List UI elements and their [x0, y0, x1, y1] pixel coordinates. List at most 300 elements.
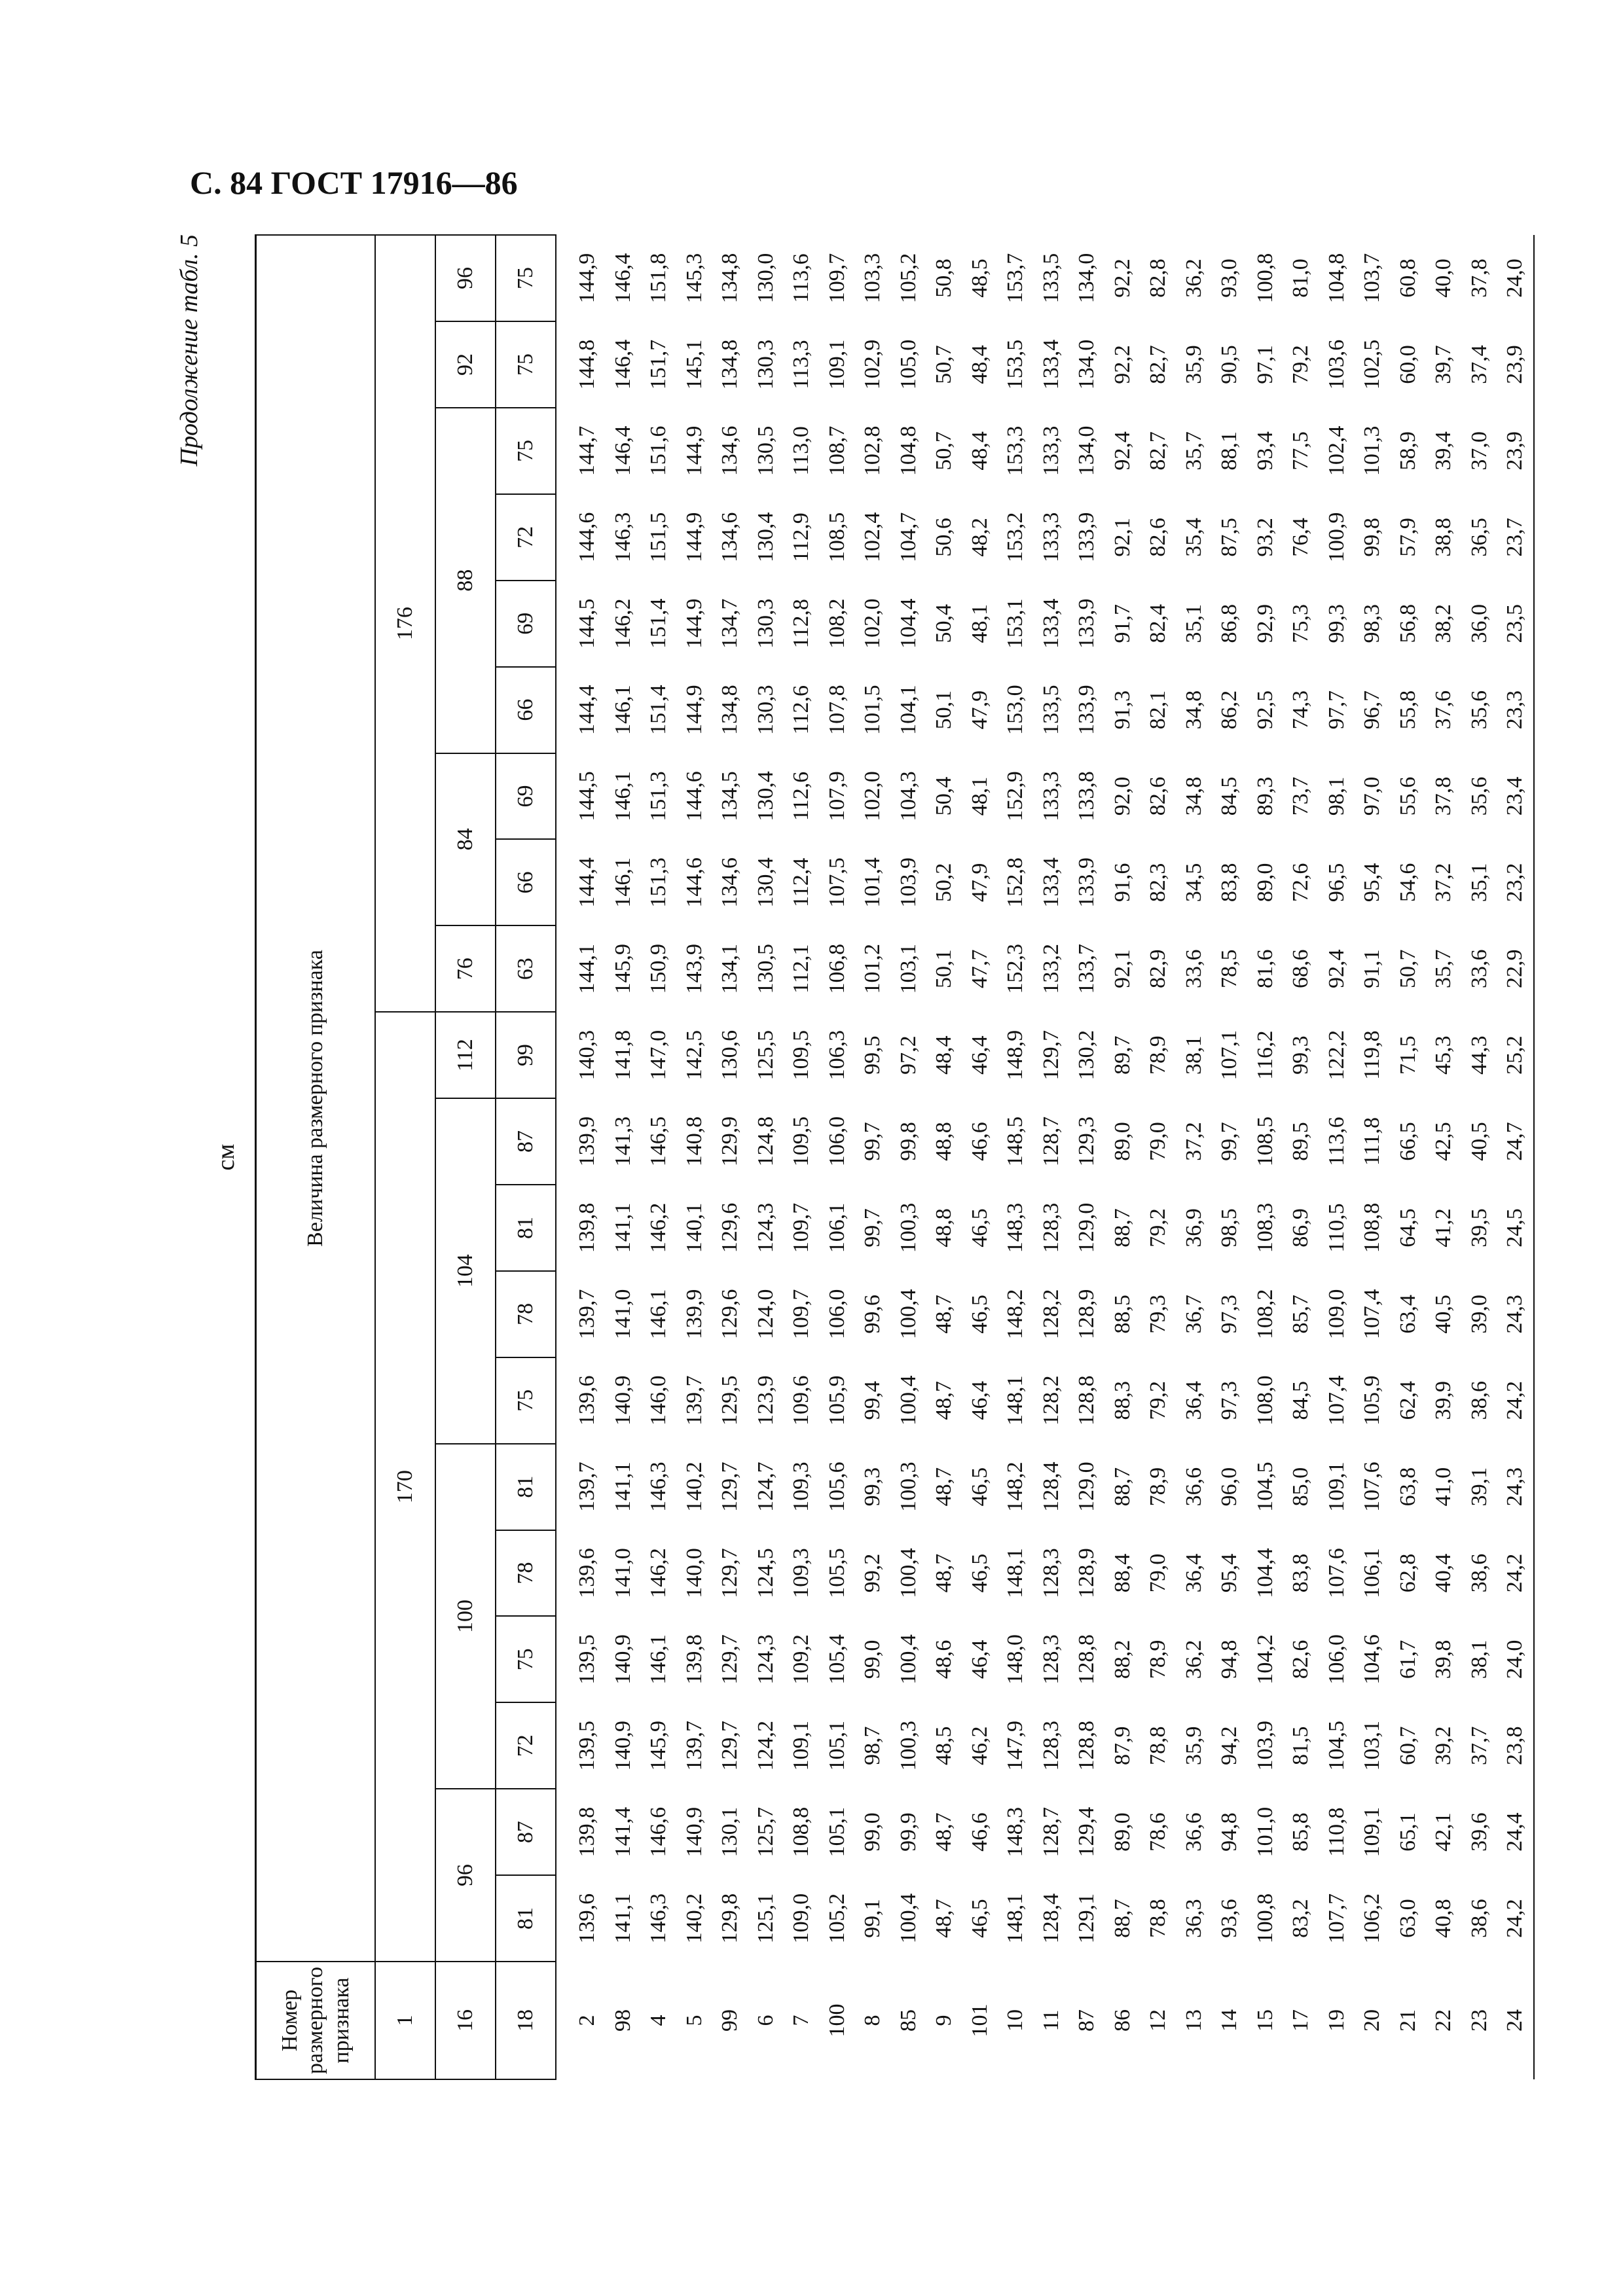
table-cell: 146,4 — [610, 425, 635, 476]
table-cell: 84,5 — [1288, 1380, 1313, 1420]
table-cell: 139,7 — [682, 1721, 706, 1771]
table-cell: 130,5 — [753, 425, 778, 476]
table-cell: 50,6 — [932, 518, 957, 557]
table-cell: 36,6 — [1181, 1812, 1206, 1852]
table-cell: 104,6 — [1360, 1634, 1385, 1685]
table-cell: 128,3 — [1038, 1721, 1063, 1771]
column-header: 75 — [496, 235, 556, 321]
table-cell: 130,5 — [753, 944, 778, 994]
table-cell: 106,1 — [1360, 1548, 1385, 1598]
table-cell: 128,2 — [1038, 1289, 1063, 1340]
table-cell: 146,3 — [646, 1893, 671, 1944]
table-row — [677, 235, 713, 2079]
table-cell: 88,7 — [1110, 1467, 1135, 1507]
table-cell: 36,6 — [1181, 1467, 1206, 1507]
table-cell: 153,3 — [1003, 425, 1028, 476]
table-cell: 129,7 — [1038, 1030, 1063, 1081]
table-cell: 146,3 — [646, 1462, 671, 1512]
table-cell: 109,5 — [789, 1116, 814, 1167]
table-cell: 129,9 — [718, 1116, 742, 1167]
table-cell: 98,3 — [1360, 603, 1385, 643]
table-cell: 107,9 — [824, 771, 849, 821]
table-cell: 111,8 — [1360, 1117, 1385, 1166]
table-cell: 147,0 — [646, 1030, 671, 1081]
table-cell: 102,9 — [860, 339, 885, 390]
table-cell: 151,4 — [646, 685, 671, 735]
table-cell: 39,4 — [1431, 431, 1456, 471]
group-header: 170 — [375, 1012, 435, 1962]
table-cell: 87,5 — [1217, 518, 1242, 557]
table-cell: 47,9 — [967, 690, 992, 730]
table-cell: 129,1 — [1074, 1893, 1099, 1944]
table-cell: 46,6 — [967, 1122, 992, 1161]
table-cell: 37,0 — [1467, 431, 1491, 471]
table-cell: 79,0 — [1146, 1122, 1171, 1161]
table-cell: 96,5 — [1324, 863, 1349, 903]
table-cell: 24,2 — [1503, 1553, 1527, 1593]
table-cell: 109,3 — [789, 1462, 814, 1512]
table-cell: 96,0 — [1217, 1467, 1242, 1507]
table-cell: 130,6 — [718, 1030, 742, 1081]
table-cell: 151,8 — [646, 253, 671, 304]
table-cell: 82,3 — [1146, 863, 1171, 903]
table-cell: 130,1 — [718, 1806, 742, 1857]
table-cell: 103,1 — [1360, 1721, 1385, 1771]
table-cell: 92,4 — [1110, 431, 1135, 471]
table-cell: 86,2 — [1217, 690, 1242, 730]
table-cell: 39,6 — [1467, 1812, 1491, 1852]
table-cell: 139,7 — [682, 1375, 706, 1426]
table-cell: 133,5 — [1038, 253, 1063, 304]
table-cell: 103,6 — [1324, 339, 1349, 390]
table-cell: 48,8 — [932, 1122, 957, 1161]
table-cell: 139,7 — [575, 1289, 600, 1340]
table-cell: 99,8 — [1360, 518, 1385, 557]
table-row — [1426, 235, 1462, 2079]
table-cell: 144,8 — [575, 339, 600, 390]
table-cell: 39,2 — [1431, 1726, 1456, 1766]
table-cell: 122,2 — [1324, 1030, 1349, 1081]
column-header: 75 — [496, 321, 556, 408]
table-cell: 98,7 — [860, 1726, 885, 1766]
table-cell: 103,9 — [1252, 1721, 1277, 1771]
continuation-label: Продолжение табл. 5 — [175, 234, 203, 467]
table-cell: 100,4 — [896, 1893, 921, 1944]
table-cell: 106,2 — [1360, 1893, 1385, 1944]
table-cell: 130,3 — [753, 598, 778, 649]
row-id: 9 — [932, 2015, 957, 2026]
table-cell: 112,4 — [789, 857, 814, 907]
table-cell: 56,8 — [1395, 603, 1420, 643]
table-cell: 109,1 — [1324, 1462, 1349, 1512]
table-cell: 99,5 — [860, 1035, 885, 1075]
table-cell: 109,1 — [824, 339, 849, 390]
table-cell: 129,5 — [718, 1375, 742, 1426]
table-cell: 151,5 — [646, 512, 671, 563]
table-cell: 97,3 — [1217, 1295, 1242, 1334]
table-cell: 62,8 — [1395, 1553, 1420, 1593]
table-cell: 89,5 — [1288, 1122, 1313, 1161]
table-cell: 146,1 — [646, 1634, 671, 1685]
table-cell: 113,0 — [789, 426, 814, 476]
table-cell: 102,0 — [860, 598, 885, 649]
table-cell: 48,7 — [932, 1899, 957, 1938]
table-cell: 129,7 — [718, 1548, 742, 1598]
table-cell: 42,5 — [1431, 1122, 1456, 1161]
table-cell: 129,6 — [718, 1289, 742, 1340]
table-cell: 54,6 — [1395, 863, 1420, 903]
table-cell: 40,4 — [1431, 1553, 1456, 1593]
table-cell: 129,3 — [1074, 1116, 1099, 1167]
table-cell: 128,4 — [1038, 1893, 1063, 1944]
table-cell: 129,4 — [1074, 1806, 1099, 1857]
table-cell: 35,6 — [1467, 776, 1491, 816]
table-row — [1319, 235, 1355, 2079]
table-cell: 75,3 — [1288, 603, 1313, 643]
table-cell: 85,7 — [1288, 1295, 1313, 1334]
table-cell: 129,8 — [718, 1893, 742, 1944]
table-cell: 24,3 — [1503, 1295, 1527, 1334]
table-cell: 33,6 — [1467, 949, 1491, 989]
table-cell: 101,2 — [860, 944, 885, 994]
table-cell: 38,6 — [1467, 1553, 1491, 1593]
table-cell: 109,5 — [789, 1030, 814, 1081]
table-row — [712, 235, 748, 2079]
table-cell: 88,4 — [1110, 1553, 1135, 1593]
table-cell: 100,9 — [1324, 512, 1349, 563]
table-cell: 82,6 — [1288, 1640, 1313, 1679]
table-cell: 38,8 — [1431, 518, 1456, 557]
table-cell: 39,0 — [1467, 1295, 1491, 1334]
table-cell: 103,1 — [896, 944, 921, 994]
table-cell: 148,1 — [1003, 1375, 1028, 1426]
table-cell: 100,4 — [896, 1289, 921, 1340]
table-cell: 133,4 — [1038, 598, 1063, 649]
table-cell: 130,4 — [753, 857, 778, 908]
table-cell: 128,9 — [1074, 1548, 1099, 1598]
table-cell: 92,2 — [1110, 345, 1135, 384]
table-cell: 128,7 — [1038, 1116, 1063, 1167]
table-cell: 130,0 — [753, 253, 778, 304]
table-cell: 146,4 — [610, 253, 635, 304]
table-cell: 133,9 — [1074, 857, 1099, 908]
table-cell: 71,5 — [1395, 1035, 1420, 1075]
table-cell: 148,0 — [1003, 1634, 1028, 1685]
table-cell: 103,9 — [896, 857, 921, 908]
table-cell: 90,5 — [1217, 345, 1242, 384]
table-cell: 86,8 — [1217, 603, 1242, 643]
table-cell: 46,4 — [967, 1380, 992, 1420]
table-cell: 82,9 — [1146, 949, 1171, 989]
table-cell: 104,7 — [896, 512, 921, 563]
table-cell: 146,2 — [646, 1202, 671, 1253]
table-cell: 144,6 — [575, 512, 600, 563]
table-cell: 85,8 — [1288, 1812, 1313, 1852]
table-cell: 92,1 — [1110, 518, 1135, 557]
table-cell: 34,5 — [1181, 863, 1206, 903]
label-18: 18 — [496, 1962, 556, 2079]
table-cell: 24,3 — [1503, 1467, 1527, 1507]
column-header: 87 — [496, 1098, 556, 1185]
table-cell: 89,3 — [1252, 776, 1277, 816]
table-cell: 145,9 — [610, 944, 635, 994]
table-cell: 38,1 — [1181, 1035, 1206, 1075]
table-cell: 24,5 — [1503, 1208, 1527, 1247]
table-cell: 104,8 — [896, 425, 921, 476]
table-cell: 139,6 — [575, 1375, 600, 1426]
table-row — [820, 235, 856, 2079]
table-cell: 141,3 — [610, 1116, 635, 1167]
table-cell: 144,1 — [575, 944, 600, 994]
table-cell: 105,0 — [896, 339, 921, 390]
table-cell: 92,0 — [1110, 776, 1135, 816]
table-cell: 46,5 — [967, 1467, 992, 1507]
table-cell: 24,7 — [1503, 1122, 1527, 1161]
row-id: 100 — [824, 2003, 849, 2037]
table-cell: 78,6 — [1146, 1812, 1171, 1852]
table-cell: 148,9 — [1003, 1030, 1028, 1081]
table-cell: 124,3 — [753, 1202, 778, 1253]
table-row — [1391, 235, 1427, 2079]
table-row — [1355, 235, 1391, 2079]
value-header: Величина размерного признака — [256, 235, 376, 1962]
table-cell: 106,0 — [824, 1289, 849, 1340]
table-cell: 112,8 — [789, 599, 814, 649]
table-cell: 134,8 — [718, 253, 742, 304]
table-cell: 37,8 — [1431, 776, 1456, 816]
table-cell: 48,4 — [932, 1035, 957, 1075]
table-cell: 128,3 — [1038, 1634, 1063, 1685]
table-cell: 133,7 — [1074, 944, 1099, 994]
table-cell: 107,8 — [824, 685, 849, 735]
table-cell: 63,0 — [1395, 1899, 1420, 1938]
table-row — [641, 235, 677, 2079]
table-cell: 104,5 — [1252, 1462, 1277, 1512]
table-cell: 47,9 — [967, 863, 992, 903]
table-cell: 35,1 — [1181, 603, 1206, 643]
row-id: 22 — [1431, 2009, 1456, 2032]
table-cell: 116,2 — [1252, 1030, 1277, 1080]
table-cell: 48,8 — [932, 1208, 957, 1247]
table-cell: 50,7 — [932, 431, 957, 471]
table-cell: 38,6 — [1467, 1899, 1491, 1938]
table-cell: 23,7 — [1503, 518, 1527, 557]
table-cell: 144,9 — [682, 685, 706, 735]
table-cell: 36,4 — [1181, 1380, 1206, 1420]
table-cell: 146,2 — [610, 598, 635, 649]
table-cell: 129,0 — [1074, 1462, 1099, 1512]
table-cell: 107,7 — [1324, 1893, 1349, 1944]
table-cell: 100,8 — [1252, 253, 1277, 304]
table-cell: 146,4 — [610, 339, 635, 390]
table-cell: 50,2 — [932, 863, 957, 903]
table-cell: 124,5 — [753, 1548, 778, 1598]
table-cell: 92,1 — [1110, 949, 1135, 989]
table-cell: 100,4 — [896, 1548, 921, 1598]
table-cell: 91,7 — [1110, 603, 1135, 643]
table-cell: 92,2 — [1110, 259, 1135, 298]
table-cell: 108,8 — [1360, 1202, 1385, 1253]
table-cell: 128,8 — [1074, 1721, 1099, 1771]
table-cell: 48,7 — [932, 1812, 957, 1852]
table-cell: 76,4 — [1288, 518, 1313, 557]
table-cell: 96,7 — [1360, 690, 1385, 730]
table-cell: 24,0 — [1503, 1640, 1527, 1679]
table-row — [1105, 235, 1141, 2079]
table-row — [1462, 235, 1498, 2079]
row-id: 20 — [1360, 2009, 1385, 2032]
subgroup-header: 112 — [435, 1012, 496, 1098]
table-cell: 35,7 — [1181, 431, 1206, 471]
table-cell: 39,8 — [1431, 1640, 1456, 1679]
subgroup-header: 104 — [435, 1098, 496, 1444]
column-header: 78 — [496, 1530, 556, 1617]
row-id: 85 — [896, 2009, 921, 2032]
table-cell: 144,9 — [682, 512, 706, 563]
table-cell: 133,4 — [1038, 857, 1063, 908]
table-cell: 79,0 — [1146, 1553, 1171, 1593]
table-cell: 130,2 — [1074, 1030, 1099, 1081]
table-cell: 50,1 — [932, 690, 957, 730]
table-row — [1034, 235, 1070, 2079]
table-cell: 144,4 — [575, 685, 600, 735]
table-cell: 39,5 — [1467, 1208, 1491, 1247]
table-cell: 89,7 — [1110, 1035, 1135, 1075]
table-row — [1176, 235, 1213, 2079]
table-cell: 153,1 — [1003, 598, 1028, 649]
column-header: 72 — [496, 1702, 556, 1789]
table-cell: 128,7 — [1038, 1806, 1063, 1857]
table-cell: 146,1 — [610, 771, 635, 821]
column-header: 75 — [496, 408, 556, 494]
table-cell: 129,6 — [718, 1202, 742, 1253]
table-cell: 39,7 — [1431, 345, 1456, 384]
table-cell: 79,3 — [1146, 1295, 1171, 1334]
table-cell: 105,9 — [1360, 1375, 1385, 1426]
row-id: 11 — [1038, 2009, 1063, 2032]
table-cell: 48,7 — [932, 1553, 957, 1593]
table-cell: 146,1 — [610, 685, 635, 735]
subgroup-header: 100 — [435, 1444, 496, 1789]
row-id: 15 — [1252, 2009, 1277, 2032]
table-cell: 144,5 — [575, 771, 600, 821]
table-cell: 133,3 — [1038, 771, 1063, 821]
table-cell: 41,2 — [1431, 1208, 1456, 1247]
table-cell: 134,5 — [718, 771, 742, 821]
table-cell: 88,5 — [1110, 1295, 1135, 1334]
row-id: 21 — [1395, 2009, 1420, 2032]
table-cell: 79,2 — [1146, 1208, 1171, 1247]
page-header: С. 84 ГОСТ 17916—86 — [190, 164, 518, 201]
table-cell: 134,6 — [718, 425, 742, 476]
table-cell: 37,4 — [1467, 345, 1491, 384]
table-cell: 129,7 — [718, 1721, 742, 1771]
label-1: 1 — [375, 1962, 435, 2079]
table-cell: 139,8 — [682, 1634, 706, 1685]
table-cell: 103,7 — [1360, 253, 1385, 304]
table-cell: 134,0 — [1074, 425, 1099, 476]
table-cell: 108,2 — [1252, 1289, 1277, 1340]
table-cell: 84,5 — [1217, 776, 1242, 816]
table-cell: 144,7 — [575, 425, 600, 476]
table-cell: 128,9 — [1074, 1289, 1099, 1340]
table-cell: 81,5 — [1288, 1726, 1313, 1766]
table-cell: 141,4 — [610, 1806, 635, 1857]
table-cell: 97,1 — [1252, 345, 1277, 384]
table-cell: 140,2 — [682, 1462, 706, 1512]
table-cell: 44,3 — [1467, 1035, 1491, 1075]
table-cell: 107,1 — [1217, 1030, 1242, 1081]
table-cell: 48,2 — [967, 518, 992, 557]
table-cell: 79,2 — [1288, 345, 1313, 384]
table-cell: 139,6 — [575, 1893, 600, 1944]
table-cell: 78,5 — [1217, 949, 1242, 989]
table-cell: 133,2 — [1038, 944, 1063, 994]
table-cell: 102,4 — [1324, 425, 1349, 476]
table-cell: 48,7 — [932, 1467, 957, 1507]
table-cell: 104,3 — [896, 771, 921, 821]
table-cell: 104,4 — [896, 598, 921, 649]
group-header: 176 — [375, 235, 435, 1012]
table-cell: 134,6 — [718, 857, 742, 908]
table-cell: 102,8 — [860, 425, 885, 476]
table-cell: 92,9 — [1252, 603, 1277, 643]
table-row — [1212, 235, 1248, 2079]
table-cell: 143,9 — [682, 944, 706, 994]
table-cell: 134,7 — [718, 598, 742, 649]
table-cell: 125,5 — [753, 1030, 778, 1081]
column-header: 66 — [496, 839, 556, 925]
table-cell: 36,5 — [1467, 518, 1491, 557]
table-cell: 83,8 — [1288, 1553, 1313, 1593]
column-header: 78 — [496, 1271, 556, 1357]
table-row — [1497, 235, 1534, 2079]
table-cell: 153,0 — [1003, 685, 1028, 735]
table-cell: 144,4 — [575, 857, 600, 908]
table-cell: 102,5 — [1360, 339, 1385, 390]
table-cell: 144,6 — [682, 857, 706, 908]
table-cell: 133,9 — [1074, 512, 1099, 563]
table-cell: 139,5 — [575, 1634, 600, 1685]
table-cell: 109,0 — [1324, 1289, 1349, 1340]
table-cell: 140,0 — [682, 1548, 706, 1598]
subgroup-header: 84 — [435, 753, 496, 926]
table-cell: 140,9 — [610, 1721, 635, 1771]
table-cell: 93,4 — [1252, 431, 1277, 471]
subgroup-header: 88 — [435, 408, 496, 753]
table-cell: 147,9 — [1003, 1721, 1028, 1771]
table-row — [1140, 235, 1176, 2079]
table-cell: 73,7 — [1288, 776, 1313, 816]
table-cell: 140,9 — [610, 1375, 635, 1426]
table-cell: 99,2 — [860, 1553, 885, 1593]
table-cell: 50,1 — [932, 949, 957, 989]
row-id: 98 — [610, 2009, 635, 2032]
column-header: 81 — [496, 1875, 556, 1962]
table-cell: 91,3 — [1110, 690, 1135, 730]
table-cell: 141,1 — [610, 1202, 635, 1253]
table-cell: 133,4 — [1038, 339, 1063, 390]
table-cell: 104,8 — [1324, 253, 1349, 304]
table-cell: 108,7 — [824, 425, 849, 476]
table-cell: 124,2 — [753, 1721, 778, 1771]
table-cell: 129,0 — [1074, 1202, 1099, 1253]
table-cell: 48,1 — [967, 776, 992, 816]
table-cell: 145,3 — [682, 253, 706, 304]
table-cell: 23,3 — [1503, 690, 1527, 730]
table-cell: 129,7 — [718, 1462, 742, 1512]
rotated-table-area — [175, 234, 1527, 2080]
